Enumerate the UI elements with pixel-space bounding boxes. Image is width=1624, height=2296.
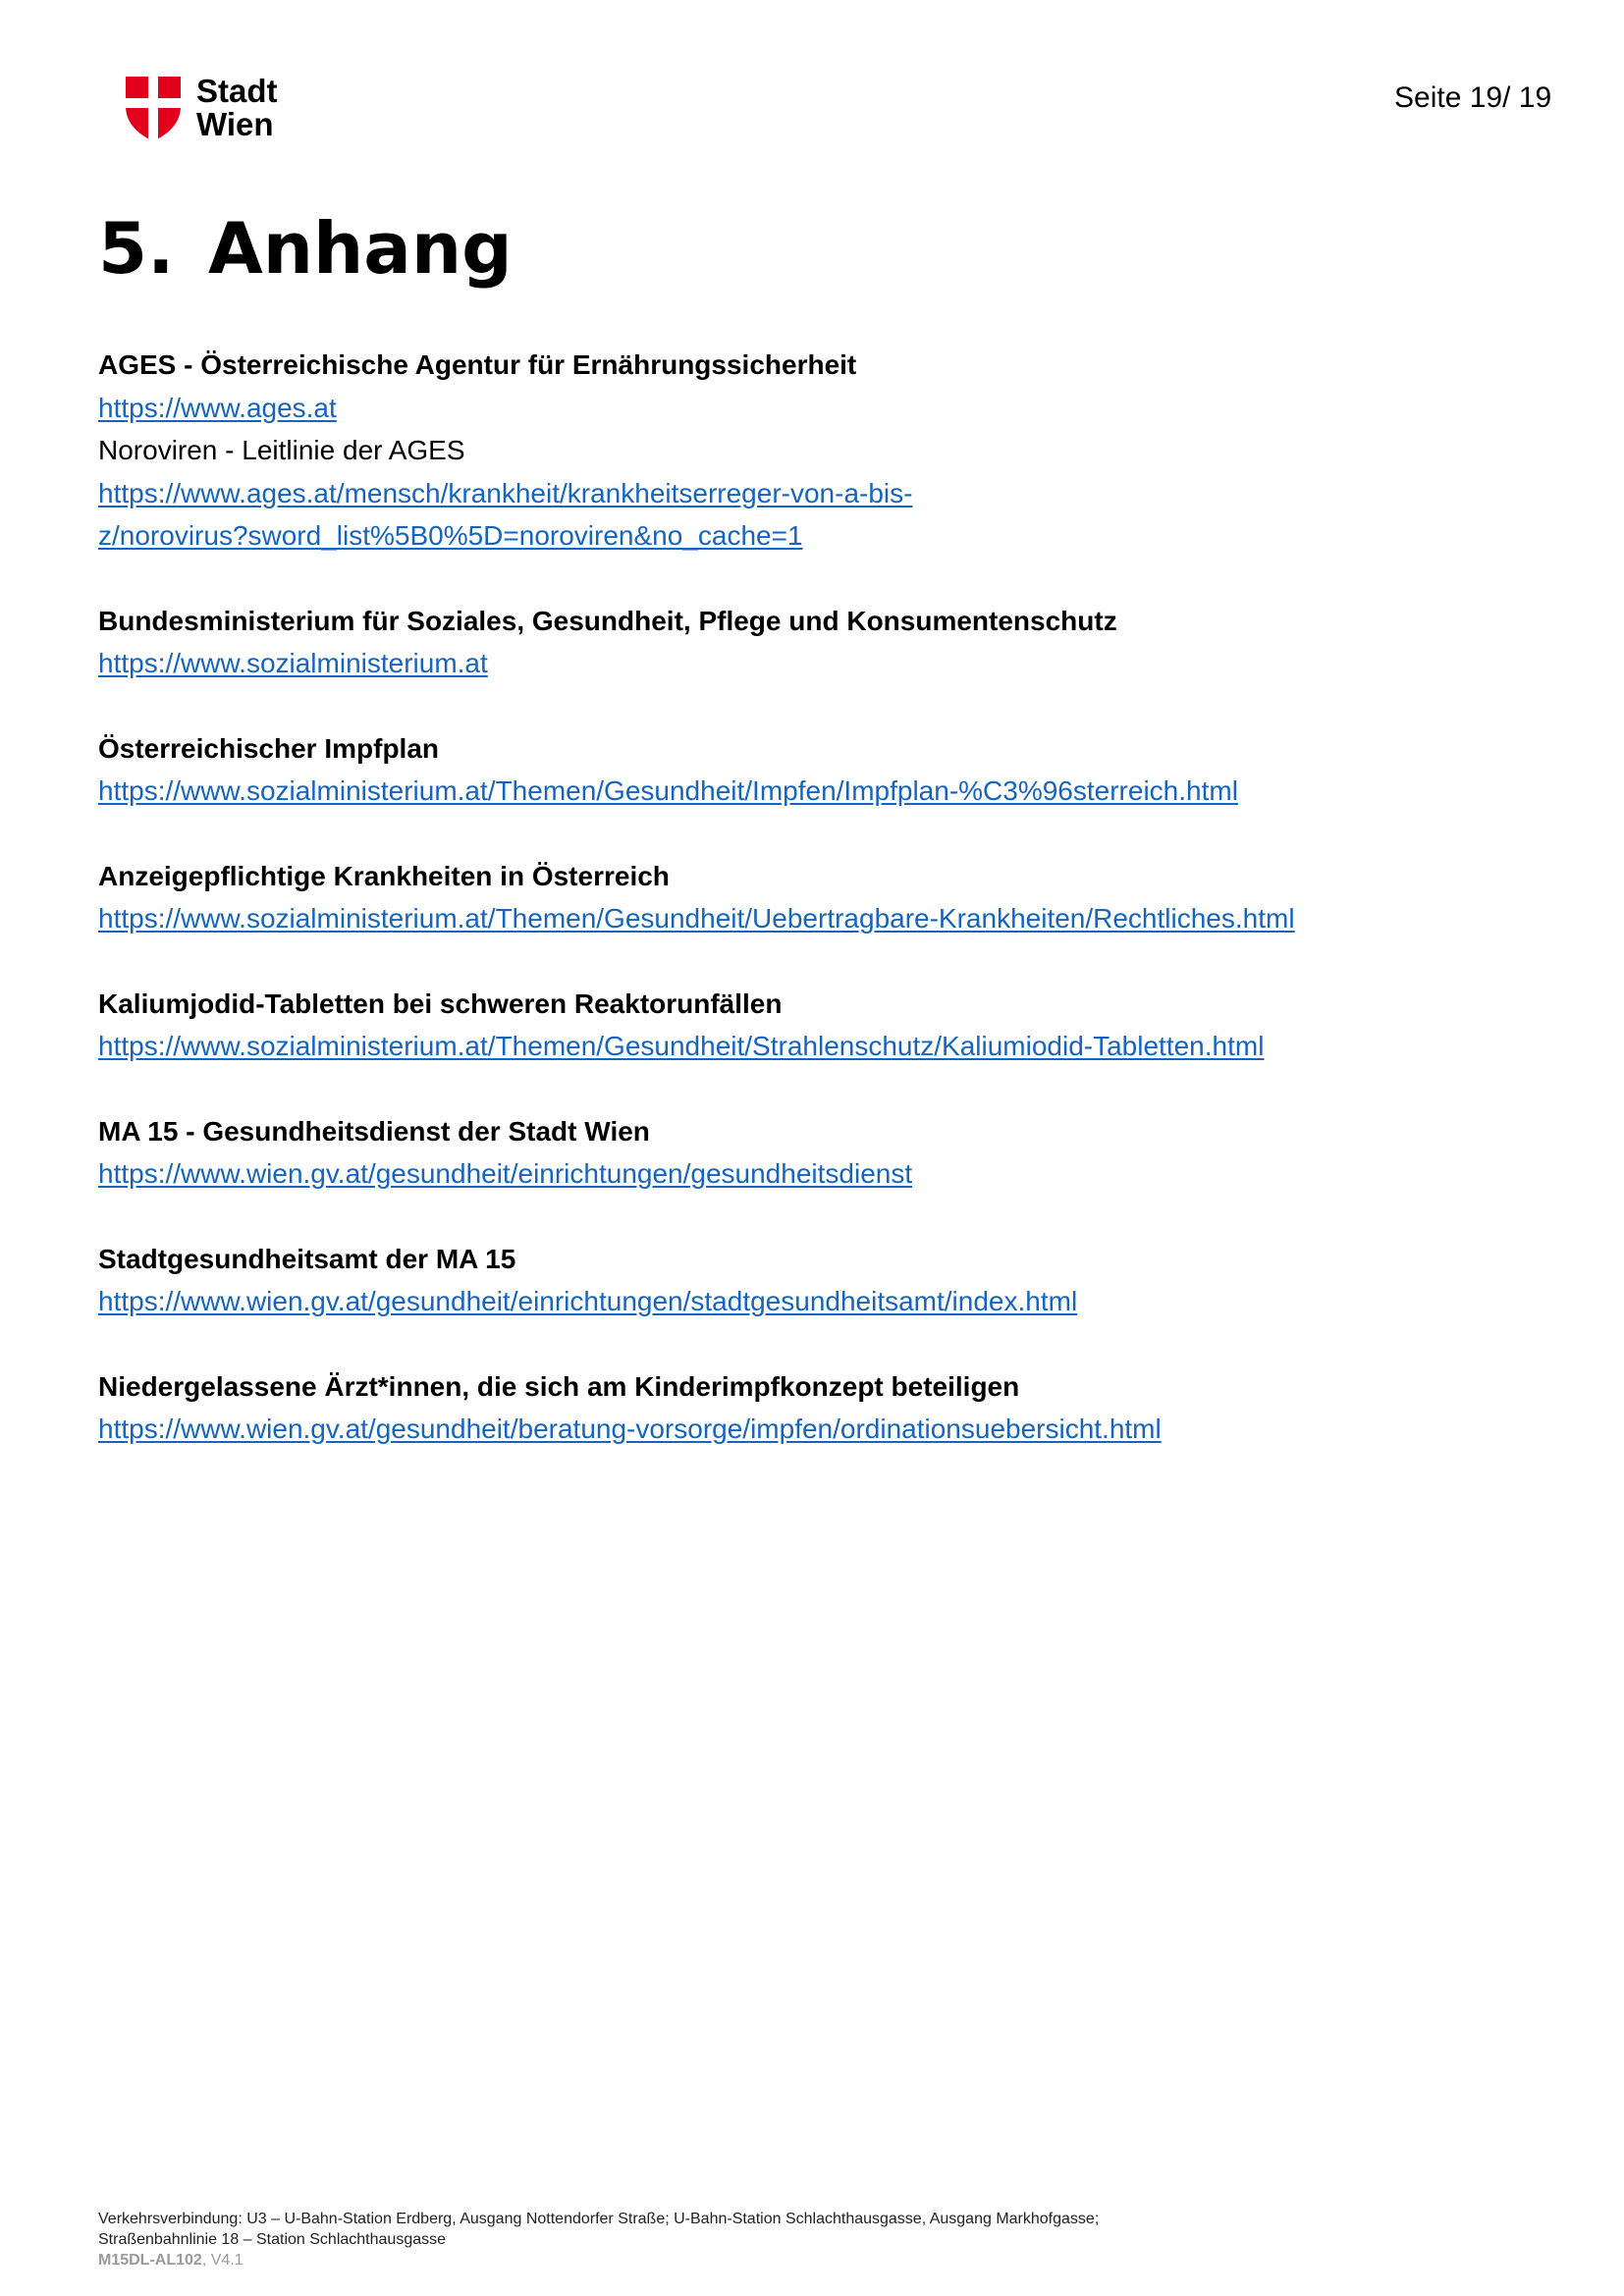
section-title: Niedergelassene Ärzt*innen, die sich am Kinderimpfkonzept beteiligen xyxy=(98,1370,1020,1402)
section-kaliumjodid xyxy=(98,983,1492,1068)
link-ages[interactable]: https://www.ages.at xyxy=(98,392,337,423)
logo-line-1: Stadt xyxy=(196,73,278,109)
section-title: Stadtgesundheitsamt der MA 15 xyxy=(98,1243,516,1274)
section-title: Kaliumjodid-Tabletten bei schweren Reaktorunfällen xyxy=(98,988,783,1019)
section-anzeigepflichtige-krankheiten xyxy=(98,855,1492,940)
stadt-wien-logo xyxy=(126,75,322,145)
page-footer xyxy=(98,2209,1099,2270)
section-sozialministerium xyxy=(98,600,1492,685)
footer-transport-line-2: Straßenbahnlinie 18 – Station Schlachthausgasse xyxy=(98,2231,447,2248)
section-title: MA 15 - Gesundheitsdienst der Stadt Wien xyxy=(98,1115,650,1147)
section-title: Bundesministerium für Soziales, Gesundheit, Pflege und Konsumentenschutz xyxy=(98,605,1117,636)
link-kaliumiodid[interactable]: https://www.sozialministerium.at/Themen/Gesundheit/Strahlenschutz/Kaliumiodid-Tabletten.html xyxy=(98,1031,1265,1061)
link-ordinationsuebersicht[interactable]: https://www.wien.gv.at/gesundheit/beratung-vorsorge/impfen/ordinationsuebersicht.html xyxy=(98,1414,1162,1444)
link-sozialministerium[interactable]: https://www.sozialministerium.at xyxy=(98,648,488,678)
link-norovirus-line-1[interactable]: https://www.ages.at/mensch/krankheit/krankheitserreger-von-a-bis- xyxy=(98,477,913,508)
vienna-shield-icon xyxy=(126,77,181,141)
link-stadtgesundheitsamt[interactable]: https://www.wien.gv.at/gesundheit/einrichtungen/stadtgesundheitsamt/index.html xyxy=(98,1286,1078,1316)
document-version: , V4.1 xyxy=(201,2252,244,2269)
link-norovirus-line-2[interactable]: z/norovirus?sword_list%5B0%5D=noroviren&no_cache=1 xyxy=(98,520,803,551)
section-ages xyxy=(98,344,1492,558)
link-impfplan[interactable]: https://www.sozialministerium.at/Themen/Gesundheit/Impfen/Impfplan-%C3%96sterreich.html xyxy=(98,775,1238,806)
appendix-content xyxy=(98,344,1492,1493)
document-id: M15DL-AL102 xyxy=(98,2252,202,2269)
section-ma15 xyxy=(98,1110,1492,1196)
link-gesundheitsdienst[interactable]: https://www.wien.gv.at/gesundheit/einrichtungen/gesundheitsdienst xyxy=(98,1158,913,1189)
section-stadtgesundheitsamt xyxy=(98,1238,1492,1323)
section-title: AGES - Österreichische Agentur für Ernährungssicherheit xyxy=(98,349,857,380)
section-title: Anhang xyxy=(208,207,513,290)
logo-line-2: Wien xyxy=(196,106,274,142)
footer-transport-line-1: Verkehrsverbindung: U3 – U-Bahn-Station Erdberg, Ausgang Nottendorfer Straße; U-Bahn-Station Schlachthausgasse, Ausgang Markhofgasse; xyxy=(98,2211,1100,2227)
section-title: Anzeigepflichtige Krankheiten in Österreich xyxy=(98,860,670,891)
section-title: Österreichischer Impfplan xyxy=(98,732,440,764)
page-title xyxy=(98,206,513,291)
link-rechtliches[interactable]: https://www.sozialministerium.at/Themen/Gesundheit/Uebertragbare-Krankheiten/Rechtliches.html xyxy=(98,903,1295,934)
logo-wordmark xyxy=(196,75,278,141)
section-subtitle: Noroviren - Leitlinie der AGES xyxy=(98,435,465,465)
document-code xyxy=(98,2250,1099,2270)
section-impfplan xyxy=(98,727,1492,813)
section-aerztinnen xyxy=(98,1365,1492,1451)
section-number: 5. xyxy=(98,207,175,290)
page-number: Seite 19/ 19 xyxy=(1394,81,1552,114)
